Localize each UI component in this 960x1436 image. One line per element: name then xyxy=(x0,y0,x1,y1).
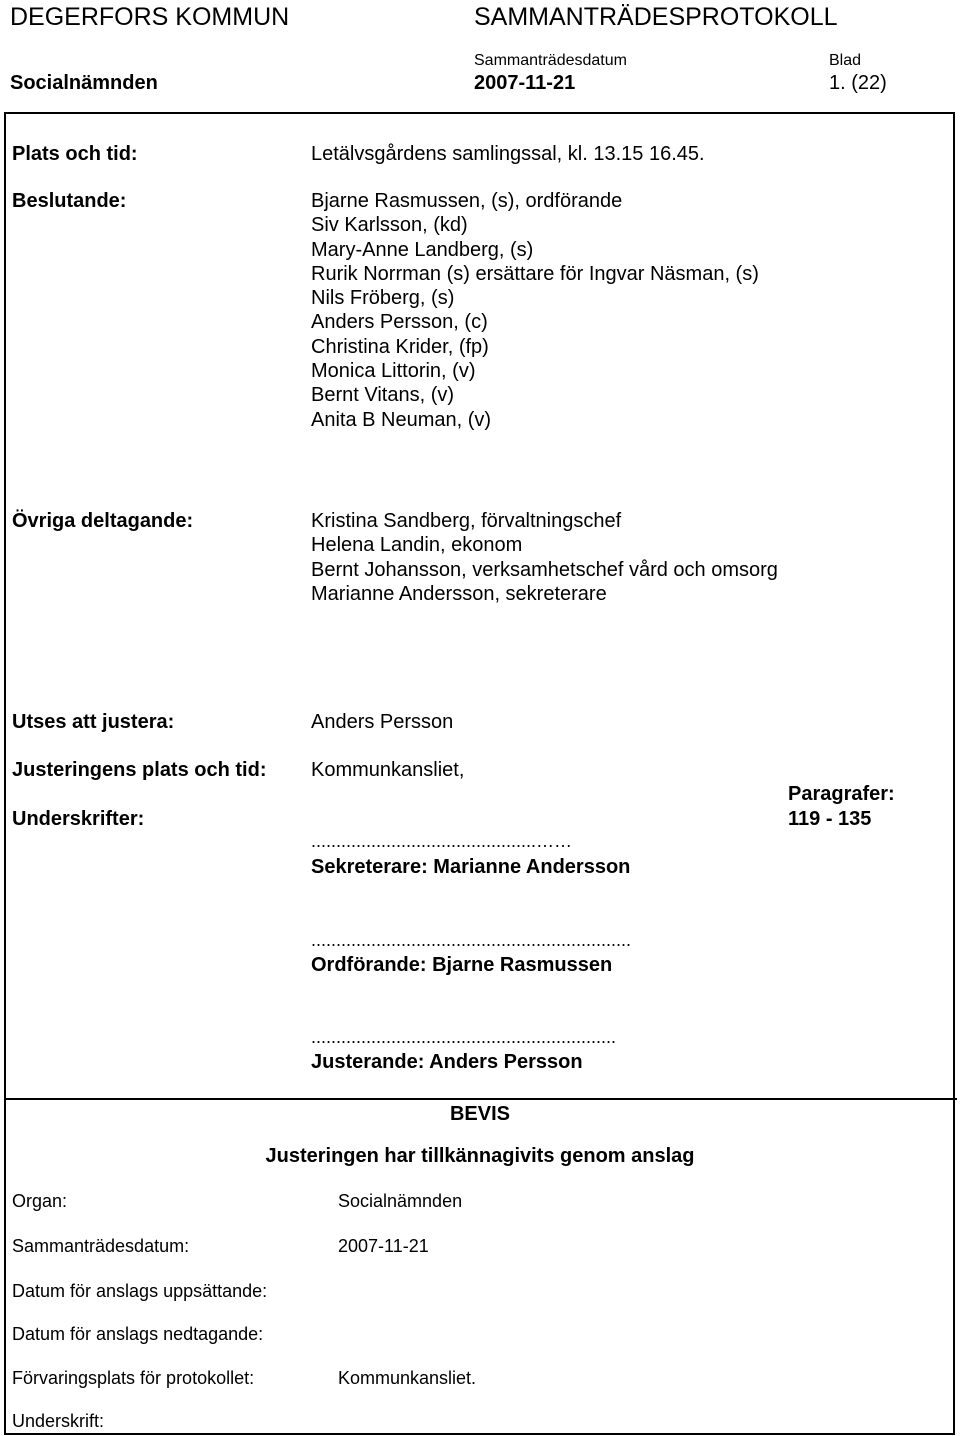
posting-date-label: Datum för anslags uppsättande: xyxy=(12,1281,268,1301)
adjustment-place-label: Justeringens plats och tid: xyxy=(12,759,267,781)
member-item: Rurik Norrman (s) ersättare för Ingvar Näsman, (s) xyxy=(311,262,759,285)
signature-field-label: Underskrift: xyxy=(12,1411,105,1431)
storage-value: Kommunkansliet. xyxy=(338,1368,477,1388)
member-item: Siv Karlsson, (kd) xyxy=(311,214,468,237)
paragraphs-label: Paragrafer: xyxy=(788,783,895,805)
storage-label: Förvaringsplats för protokollet: xyxy=(12,1368,255,1388)
member-item: Mary-Anne Landberg, (s) xyxy=(311,238,534,261)
page-number: 1. (22) xyxy=(829,72,887,94)
proof-date-label: Sammanträdesdatum: xyxy=(12,1236,190,1256)
signatures-label: Underskrifter: xyxy=(12,808,145,830)
meeting-date-value: 2007-11-21 xyxy=(474,72,576,94)
signature-line: ............................................................. xyxy=(311,1027,617,1047)
adjuster-label: Utses att justera: xyxy=(12,711,175,733)
member-item: Nils Fröberg, (s) xyxy=(311,287,455,310)
paragraphs-value: 119 - 135 xyxy=(788,808,872,830)
meeting-date-label: Sammanträdesdatum xyxy=(474,52,627,69)
proof-date-value: 2007-11-21 xyxy=(338,1236,429,1256)
organ-value: Socialnämnden xyxy=(338,1191,463,1211)
page-label: Blad xyxy=(829,52,862,69)
member-item: Christina Krider, (fp) xyxy=(311,335,489,358)
participant-item: Bernt Johansson, verksamhetschef vård och omsorg xyxy=(311,558,778,581)
member-item: Anders Persson, (c) xyxy=(311,311,488,334)
section-divider xyxy=(4,1098,957,1100)
secretary-signature: Sekreterare: Marianne Andersson xyxy=(311,856,631,878)
participant-item: Helena Landin, ekonom xyxy=(311,534,523,557)
other-participants-list xyxy=(311,509,778,606)
decision-makers-label: Beslutande: xyxy=(12,190,127,212)
committee-name: Socialnämnden xyxy=(10,72,158,94)
member-item: Bernt Vitans, (v) xyxy=(311,384,455,407)
adjuster-value: Anders Persson xyxy=(311,711,454,733)
member-item: Anita B Neuman, (v) xyxy=(311,408,492,431)
signature-line: ................................................................ xyxy=(311,930,632,950)
removal-date-label: Datum för anslags nedtagande: xyxy=(12,1324,264,1344)
adjustment-place-value: Kommunkansliet, xyxy=(311,759,465,781)
municipality-name: DEGERFORS KOMMUN xyxy=(10,3,290,31)
other-participants-label: Övriga deltagande: xyxy=(12,510,194,532)
place-value: Letälvsgårdens samlingssal, kl. 13.15 16.45. xyxy=(311,143,705,165)
member-item: Monica Littorin, (v) xyxy=(311,360,476,383)
participant-item: Kristina Sandberg, förvaltningschef xyxy=(311,510,622,532)
proof-subtitle: Justeringen har tillkännagivits genom anslag xyxy=(265,1145,695,1167)
adjuster-signature: Justerande: Anders Persson xyxy=(311,1051,583,1073)
place-label: Plats och tid: xyxy=(12,143,138,165)
document-type: SAMMANTRÄDESPROTOKOLL xyxy=(474,3,838,31)
decision-makers-list xyxy=(311,189,759,432)
proof-title: BEVIS xyxy=(449,1103,511,1125)
signature-line: .............................................…… xyxy=(311,831,573,851)
organ-label: Organ: xyxy=(12,1191,68,1211)
chairman-signature: Ordförande: Bjarne Rasmussen xyxy=(311,954,613,976)
member-item: Bjarne Rasmussen, (s), ordförande xyxy=(311,190,623,212)
participant-item: Marianne Andersson, sekreterare xyxy=(311,582,607,605)
